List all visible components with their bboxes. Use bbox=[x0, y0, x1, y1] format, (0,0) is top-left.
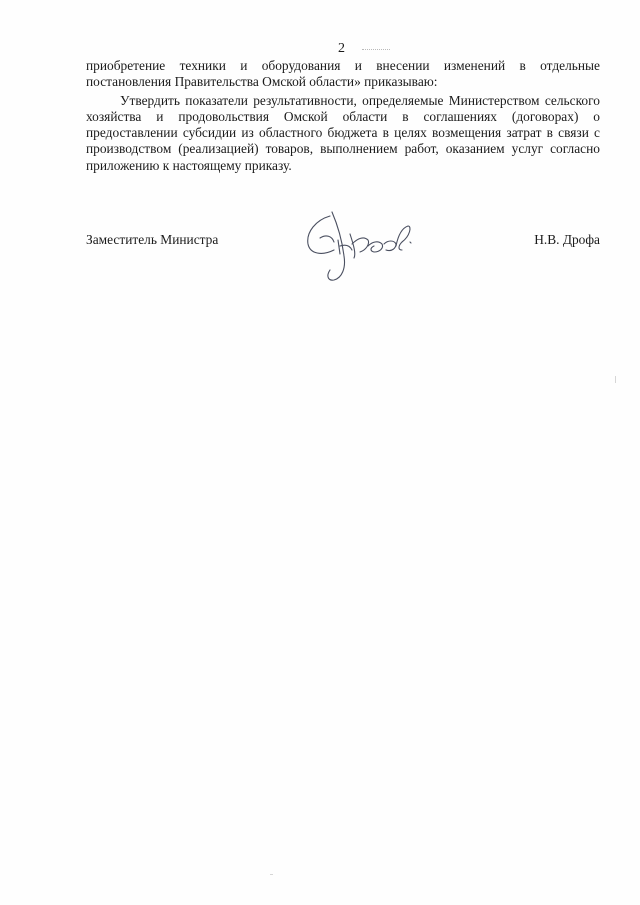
scan-dots bbox=[362, 49, 390, 50]
scan-artifact bbox=[270, 874, 273, 875]
signer-position: Заместитель Министра bbox=[86, 232, 219, 247]
scan-artifact bbox=[615, 376, 616, 383]
document-body bbox=[86, 58, 600, 174]
body-line-1: приобретение техники и оборудования и внесении изменений в отдельные bbox=[86, 58, 600, 73]
handwritten-signature bbox=[298, 206, 424, 288]
order-paragraph: Утвердить показатели результативности, определяемые Министерством сельского хозяйства и продовольствия Омской области в соглашениях (договорах) о предоставлении субсидии из областного бюджета в целях возмещения затрат в связи с производством (реализацией) товаров, выполнением работ, оказанием услуг согласно приложению к настоящему приказу. bbox=[86, 92, 600, 173]
page-number: 2 bbox=[338, 41, 345, 56]
signer-name: Н.В. Дрофа bbox=[534, 232, 600, 247]
signature-block bbox=[86, 230, 600, 280]
body-line-2: постановления Правительства Омской области» приказываю: bbox=[86, 74, 438, 90]
